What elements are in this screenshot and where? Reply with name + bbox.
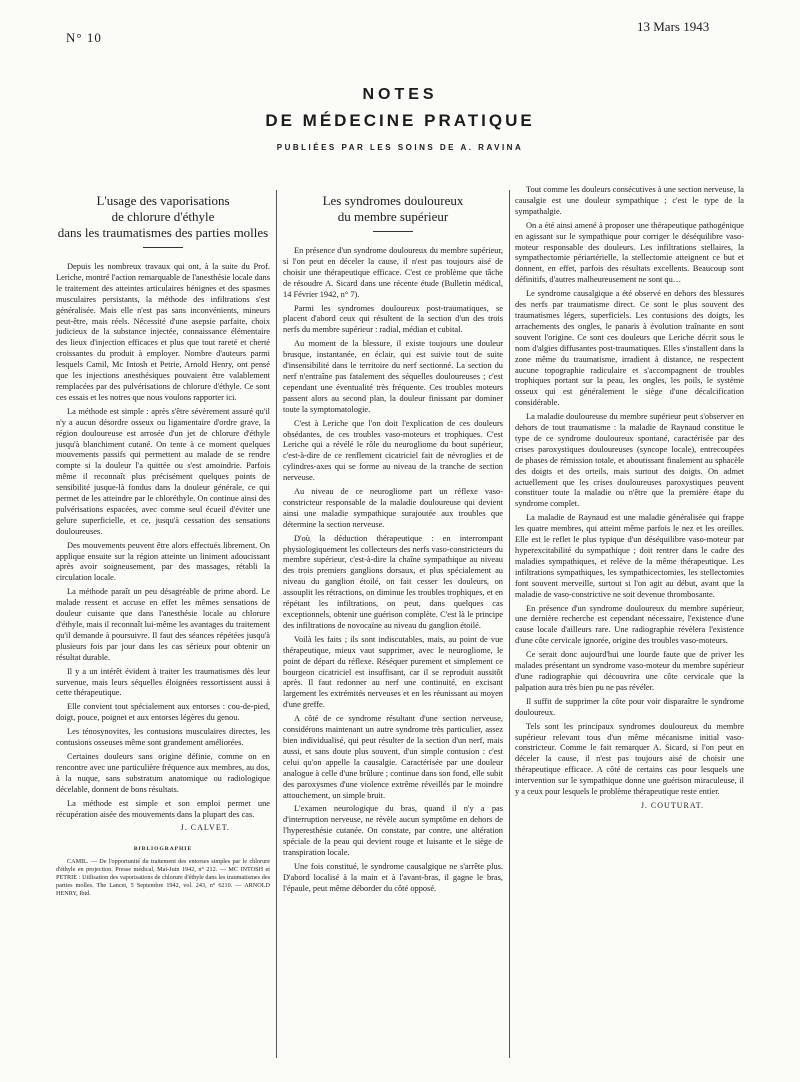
article2-continued-paragraph: On a été ainsi amené à proposer une thérapeutique pathogénique en agissant sur le sympathique pour corriger le déséquilibre vaso-moteur responsable des douleurs. Les infiltrations stellaires, la sympathectomie périartérielle, la stellectomie atteignent ce but et donnent, en effet, parfois des résultats excellents. Beaucoup sont définitifs, d'autres malheureusement ne sont qu…: [515, 220, 744, 285]
article1-title-line: de chlorure d'éthyle: [111, 209, 215, 224]
masthead-title-line1: NOTES: [362, 86, 438, 103]
column-divider-left: [276, 190, 277, 1058]
issue-date: 13 Mars 1943: [637, 19, 710, 34]
column-1: [56, 185, 270, 901]
article2-continued-paragraph: Ce serait donc aujourd'hui une lourde faute que de priver les malades présentant un syndrome vaso-moteur du membre supérieur d'une radiographie qui découvrira une côte cervicale que la palpation aura très bien pu ne pas révéler.: [515, 650, 744, 692]
article2-continued-paragraph: Il suffit de supprimer la côte pour voir disparaître le syndrome douloureux.: [515, 696, 744, 717]
article2-paragraph: D'où la déduction thérapeutique : en interrompant physiologiquement les collecteurs des nerfs vaso-constricteurs du membre supérieur, c'est-à-dire la chaîne sympathique au niveau des trois premiers ganglions dorsaux, et plus spécialement au niveau du ganglion étoilé, on fait cesser les douleurs, on assouplit les rétractions, on diminue les troubles trophiques, et en répétant les infiltrations, on peut, dans quelques cas exceptionnels, obtenir une guérison complète. C'est là le principe des infiltrations de novocaïne au niveau du ganglion étoilé.: [283, 533, 503, 630]
masthead-subtitle: PUBLIÉES PAR LES SOINS DE A. RAVINA: [276, 143, 524, 152]
article2-paragraph: En présence d'un syndrome douloureux du membre supérieur, si l'on peut en déceler la cause, il n'est pas toujours aisé de choisir une thérapeutique efficace. C'est ce problème que tâche de résoudre A. Sicard dans une récente étude (Bulletin médical, 14 Février 1942, n° 7).: [283, 246, 503, 299]
article1-paragraph: Il y a un intérêt évident à traiter les traumatismes dès leur survenue, mais leurs séquelles éloignées ressortissent aussi à cette thérapeutique.: [56, 666, 270, 698]
article2-title-line: du membre supérieur: [337, 209, 449, 224]
article2-continued-paragraph: En présence d'un syndrome douloureux du membre supérieur, une dernière recherche est cependant nécessaire, l'existence d'une cause locale d'ailleurs rare. Une radiographie révèlera l'existence d'une côte cervicale ignorée, origine des troubles vaso-moteurs.: [515, 603, 744, 646]
masthead-title-line2: DE MÉDECINE PRATIQUE: [265, 111, 535, 130]
article2-paragraph: C'est à Leriche que l'on doit l'explication de ces douleurs obsédantes, de ces troubles vaso-moteurs et trophiques. C'est Leriche qui a révélé le rôle du neurogliome du bout supérieur, c'est-à-dire de ce renflement cicatriciel fait de névroglies et de cylindres-axes qui se forme au niveau de la tranche de section nerveuse.: [283, 418, 503, 483]
article1-title: [56, 193, 270, 241]
article2-continued-paragraph: La maladie douloureuse du membre supérieur peut s'observer en dehors de tout traumatisme : la maladie de Raynaud constitue le type de ce syndrome douloureux spontané, caractérisée par des crises paroxystiques douloureuses (syncope locale), entrecoupées de phases de rémission totale, et aboutissant finalement au sphacèle des doigts et des orteils, mais surtout des doigts. On admet actuellement que les crises douloureuses paroxystiques peuvent constituer toute la maladie ou n'être que la première étape du syndrome complet.: [515, 412, 744, 509]
article1-paragraph: Les ténosynovites, les contusions musculaires directes, les contusions osseuses même sont grandement améliorées.: [56, 727, 270, 748]
article1-paragraph: La méthode est simple et son emploi permet une récupération aisée des mouvements dans la plupart des cas.: [56, 798, 270, 819]
article2-continued-paragraph: Tout comme les douleurs consécutives à une section nerveuse, la causalgie est une douleur sympathique ; c'est le type de la sympathalgie.: [515, 185, 744, 216]
article1-paragraph: La méthode est simple : après s'être sévèrement assuré qu'il n'y a aucun désordre osseux ou ligamentaire d'ordre grave, la région douloureuse est arrosée d'un jet de chlorure d'éthyle jusqu'à blanchiment cutané. On tente à ce moment quelques mouvements passifs qui permettent au malade de se rendre compte si la douleur l'a quittée ou s'est amoindrie. Parfois même il reconnaît plus précisément quelques points de sensibilité jusque-là fondus dans la douleur générale, ce qui permet de les atteindre par le chloréthyle. On continue ainsi des pulvérisations espacées, avec comme seul écueil d'éviter une gelure superficielle, et ce, jusqu'à cessation des sensations douloureuses.: [56, 406, 270, 536]
article2-paragraph: A côté de ce syndrome résultant d'une section nerveuse, considérons maintenant un autre syndrome très particulier, assez bien individualisé, qui peut résulter de la section d'un nerf, mais aussi, et sans doute plus souvent, d'un simple contusion : c'est celui qu'on appelle la causalgie. Caractérisée par une douleur analogue à celle d'une brûlure ; continue dans son fond, elle subit des paroxysmes d'une violence extrême réveillés par le moindre attouchement, un simple bruit.: [283, 714, 503, 800]
article2-paragraph: Voilà les faits ; ils sont indiscutables, mais, au point de vue thérapeutique, mieux vaut supprimer, avec le neurogliome, le point de départ du réflexe. Réséquer purement et simplement ce bourgeon cicatriciel est insuffisant, car il se reproduit aussitôt après. Il faut redonner au nerf une continuité, en excisant largement les extrémités nerveuses et en les réunissant au moyen d'une greffe.: [283, 634, 503, 710]
article1-signature: J. CALVET.: [180, 823, 230, 833]
article1-paragraph: Depuis les nombreux travaux qui ont, à la suite du Prof. Leriche, montré l'action remarquable de l'anesthésie locale dans le traitement des atteintes articulaires bénignes et des spasmes musculaires persistants, la méthode des infiltrations s'est généralisée. Mais elle n'est pas sans inconvénients, mineurs peut-être, mais réels. Nécessité d'une asepsie parfaite, choix judicieux de la substance injectée, connaissance élémentaire des lieux d'injection efficaces et plus que tout rareté et cherté croissantes du produit à employer. Nombre d'auteurs parmi lesquels Camil, Mc Intosh et Petrie, Arnold Henry, ont pensé que les injections anesthésiques pouvaient être valablement remplacées par des pulvérisations de chlorure d'éthyle. Ce sont ces essais et les notres que nous voulons rapporter ici.: [56, 262, 270, 402]
article2-paragraph: Une fois constitué, le syndrome causalgique ne s'arrête plus. D'abord localisé à la main et à l'avant-bras, il gagne le bras, l'épaule, peut même déborder du côté opposé.: [283, 861, 503, 893]
issue-number: N° 10: [66, 30, 102, 45]
article2-continued-paragraph: La maladie de Raynaud est une maladie généralisée qui frappe les quatre membres, qui atteint même parfois le nez et les oreilles. Elle est le reflet le plus typique d'un déséquilibre vaso-moteur par hyperexcitabilité du sympathique ; doit rentrer dans le cadre des maladies sympathiques, et relève de la même thérapeutique. Les infiltrations sympathiques, les sympathicectomies, les stellectomies font souvent merveille, surtout si l'on agit au début, avant que la maladie de vaso-constrictive ne soit devenue thrombosante.: [515, 513, 744, 599]
article2-title: [283, 193, 503, 225]
article1-paragraph: Certaines douleurs sans origine définie, comme on en rencontre avec une particulière fréquence aux membres, au dos, à la nuque, sans substratum anatomique ou radiologique décelable, donnent de bons résultats.: [56, 751, 270, 794]
article1-paragraph: La méthode paraît un peu désagréable de prime abord. Le malade ressent et accuse en effet les mêmes sensations de douleur cuisante que dans l'anesthésie locale au chlorure d'éthyle, mais il reconnaît lui-même les avantages du traitement qu'il demande à poursuivre. Il faut des séances répétées jusqu'à plusieurs fois par jour dans les cas sérieux pour obtenir un résultat durable.: [56, 587, 270, 662]
column-divider-right: [509, 190, 510, 1058]
article1-title-line: L'usage des vaporisations: [96, 193, 230, 208]
article2-paragraph: Au moment de la blessure, il existe toujours une douleur brusque, instantanée, en éclair, qui est suivie tout de suite d'insensibilité dans le territoire du nerf sectionné. La section du nerf n'entraîne pas fatalement des séquelles douloureuses ; c'est cependant une éventualité très fréquente. Ces troubles moteurs passent alors au second plan, la douleur finissant par dominer toute la symptomatologie.: [283, 339, 503, 414]
bibliography-heading: BIBLIOGRAPHIE: [133, 846, 193, 853]
article2-paragraph: Parmi les syndromes douloureux post-traumatiques, se placent d'abord ceux qui résultent de la section d'un des trois nerfs du membre supérieur : radial, médian et cubital.: [283, 303, 503, 335]
column-2: [283, 185, 503, 898]
article2-continued-paragraph: Le syndrome causalgique a été observé en dehors des blessures des nerfs par traumatisme direct. Ce sont le plus souvent des traumatismes légers, superficiels. Les contusions des doigts, les arrachements des ongles, le panaris à évolution traînante en sont souvent l'origine. Ce sont ces douleurs que Leriche décrit sous le nom d'algies diffusantes post-traumatiques. Elles s'installent dans la zone même du traumatisme, irradient à distance, ne respectent aucune topographie radiculaire et s'accompagnent de troubles trophiques portant sur la peau, les ongles, les poils, le système osseux qui est généralement le siège d'une décalcification considérable.: [515, 289, 744, 408]
title-separator: [373, 231, 413, 232]
article1-paragraph: Des mouvements peuvent être alors effectués librement. On applique ensuite sur la région atteinte un liniment adoucissant après avoir soigneusement, par des massages, rétabli la circulation locale.: [56, 540, 270, 583]
article1-title-line: dans les traumatismes des parties molles: [57, 225, 269, 240]
article2-signature: J. COUTURAT.: [640, 800, 704, 810]
column-3: [515, 185, 744, 822]
article2-paragraph: Au niveau de ce neurogliome part un réflexe vaso-constricteur responsable de la maladie douloureuse qui devient ainsi une maladie sympathique surajoutée aux troubles que détermine la section nerveuse.: [283, 487, 503, 529]
title-separator: [143, 247, 183, 248]
article2-continued-paragraph: Tels sont les principaux syndromes douloureux du membre supérieur relevant tous d'un même mécanisme initial vaso-constricteur. Comme le fait remarquer A. Sicard, si l'on peut en déceler la cause, il n'est pas toujours aisé de choisir une thérapeutique efficace. A côté de certains cas pour lesquels une intervention sur le sympathique donne une guérison miraculeuse, il y a ceux pour lesquels le problème thérapeutique reste entier.: [515, 721, 744, 797]
bibliography-text: CAMIL. — De l'opportunité du traitement des entorses simples par le chlorure d'éthyle en projection. Presse médical, Mai-Juin 1942, n° 212. — MC INTOSH et PETRIE : Utilisation des vaporisations de chlorure d'éthyle dans les traumatismes des parties molles. The Lancet, 5 Septembre 1942, vol. 243, n° 6210. — ARNOLD HENRY, Ibid.: [56, 858, 270, 898]
article1-paragraph: Elle convient tout spécialement aux entorses : cou-de-pied, doigt, pouce, poignet et aux entorses légères du genou.: [56, 702, 270, 723]
article2-title-line: Les syndromes douloureux: [322, 193, 464, 208]
article2-paragraph: L'examen neurologique du bras, quand il n'y a pas d'interruption nerveuse, ne révèle aucun symptôme en dehors de l'hyperesthésie cutanée. On constate, par contre, une altération spéciale de la peau qui devient rouge et luisante et le siège de transpiration locale.: [283, 804, 503, 858]
